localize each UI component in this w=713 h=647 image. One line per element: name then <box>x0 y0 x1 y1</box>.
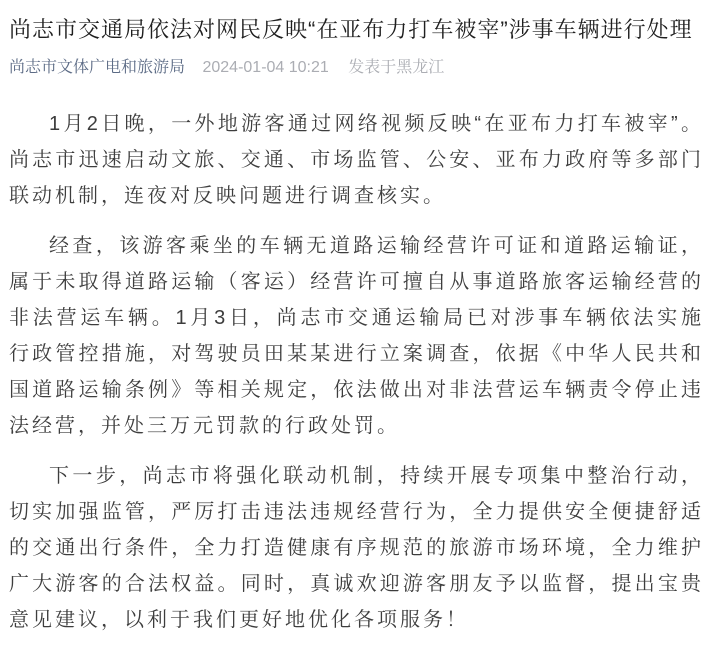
publish-timestamp: 2024-01-04 10:21 <box>202 59 329 76</box>
article-meta <box>9 58 704 78</box>
article-body <box>9 106 704 638</box>
paragraph-2: 经查，该游客乘坐的车辆无道路运输经营许可证和道路运输证，属于未取得道路运输（客运）经营许可擅自从事道路旅客运输经营的非法营运车辆。1月3日，尚志市交通运输局已对涉事车辆依法实施行政管控措施，对驾驶员田某某进行立案调查，依据《中华人民共和国道路运输条例》等相关规定，依法做出对非法营运车辆责令停止违法经营，并处三万元罚款的行政处罚。 <box>9 235 704 437</box>
paragraph-1: 1月2日晚，一外地游客通过网络视频反映“在亚布力打车被宰”。尚志市迅速启动文旅、交通、市场监管、公安、亚布力政府等多部门联动机制，连夜对反映问题进行调查核实。 <box>9 113 704 207</box>
publish-location: 发表于黑龙江 <box>348 59 445 76</box>
account-name-link[interactable]: 尚志市文体广电和旅游局 <box>9 59 186 76</box>
article-title: 尚志市交通局依法对网民反映“在亚布力打车被宰”涉事车辆进行处理 <box>9 17 693 42</box>
paragraph-3: 下一步，尚志市将强化联动机制，持续开展专项集中整治行动，切实加强监管，严厉打击违法违规经营行为，全力提供安全便捷舒适的交通出行条件，全力打造健康有序规范的旅游市场环境，全力维护广大游客的合法权益。同时，真诚欢迎游客朋友予以监督，提出宝贵意见建议，以利于我们更好地优化各项服务！ <box>9 465 704 631</box>
